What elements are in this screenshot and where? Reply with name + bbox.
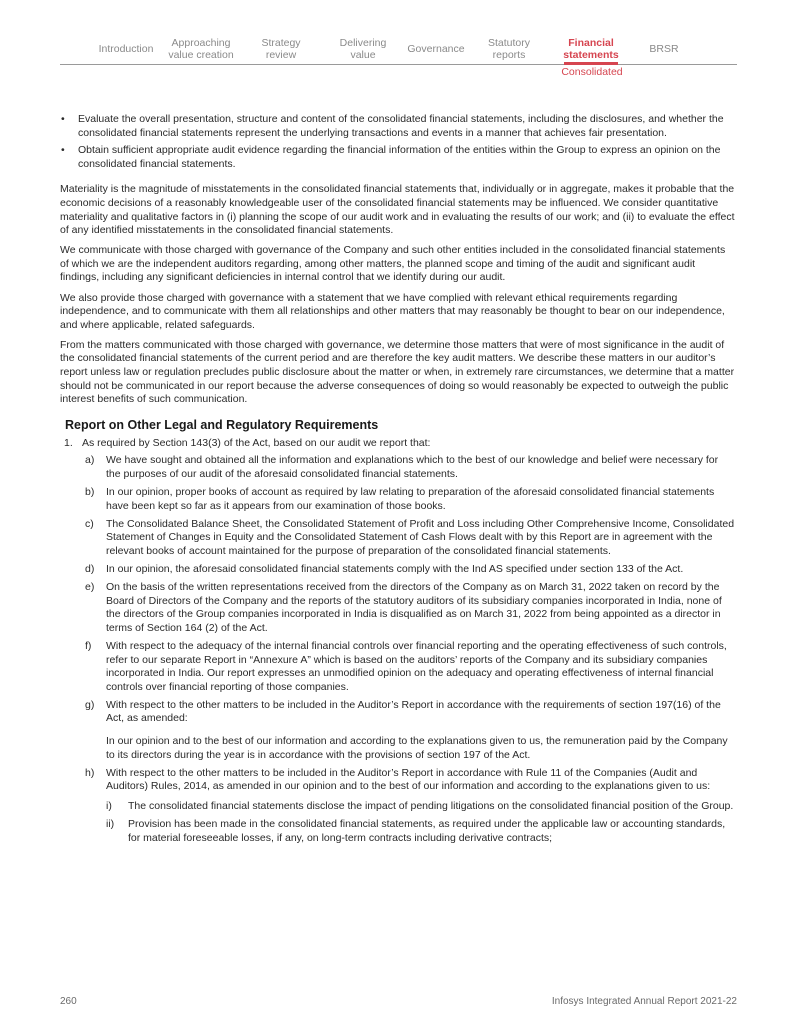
sub-item-text: With respect to the other matters to be included in the Auditor’s Report in accordance with Rule 11 of the Companies (Audit and Auditors) Rules, 2014, as amended in our opinion and to the best of our information and according to the explanations given to us: — [106, 766, 711, 793]
roman-item-text: Provision has been made in the consolidated financial statements, as required under the applicable law or accounting standards, for material foreseeable losses, if any, on long-term contracts including derivative contracts; — [128, 818, 726, 844]
top-navigation — [60, 36, 737, 65]
sub-item-marker: g) — [85, 698, 95, 711]
sub-item — [60, 640, 735, 694]
sub-item-marker: e) — [85, 581, 95, 594]
nav-subtab-consolidated[interactable]: Consolidated — [561, 66, 623, 78]
sub-item — [60, 563, 735, 577]
sub-item-marker: c) — [85, 517, 94, 530]
roman-list — [106, 800, 735, 845]
nav-tab-approaching-value-creation[interactable]: Approaching value creation — [168, 37, 234, 61]
sub-item-followup-text: In our opinion and to the best of our information and according to the explanations given to us, the remuneration paid by the Company to its directors during the year is in accordance with the provisions of section 197 of the Act. — [106, 735, 728, 761]
roman-item-text: The consolidated financial statements disclose the impact of pending litigations on the consolidated financial position of the Group. — [128, 799, 734, 812]
document-body — [60, 113, 735, 850]
sub-item — [60, 486, 735, 513]
paragraph-independence: We also provide those charged with governance with a statement that we have complied with relevant ethical requirements regarding independence, and to communicate with them all relationships and other matters that may reasonably be thought to bear on our independence, and where applicable, related safeguards. — [60, 291, 725, 331]
nav-tab-financial-statements[interactable]: Financial statements — [563, 37, 619, 61]
roman-item — [106, 818, 735, 845]
sub-item-marker: h) — [85, 766, 95, 779]
bullet-item: • Obtain sufficient appropriate audit evidence regarding the financial information of the entities within the Group to express an opinion on the consolidated financial statements. — [60, 144, 735, 171]
paragraph-materiality: Materiality is the magnitude of misstatements in the consolidated financial statements that, individually or in aggregate, makes it probable that the economic decisions of a reasonably knowledgeable user of the consolidated financial statements may be influenced. We consider quantitative materiality and qualitative factors in (i) planning the scope of our audit work and in evaluating the results of our work; and (ii) to evaluate the effect of any identified misstatements in the consolidated financial statements. — [60, 183, 735, 237]
roman-marker: i) — [106, 799, 112, 812]
nav-tab-brsr[interactable]: BRSR — [649, 43, 679, 55]
numbered-item — [60, 437, 735, 451]
nav-tab-delivering-value[interactable]: Delivering value — [339, 37, 387, 61]
paragraph-communication: We communicate with those charged with governance of the Company and such other entities included in the consolidated financial statements of which we are the independent auditors regarding, among other matters, the planned scope and timing of the audit and significant audit findings, including any significant deficiencies in internal control that we identify during our audit. — [60, 244, 726, 284]
sub-item — [60, 699, 735, 762]
bullet-list — [60, 113, 735, 171]
roman-marker: ii) — [106, 818, 115, 831]
sub-item — [60, 767, 735, 845]
paragraph-key-audit-matters: From the matters communicated with those charged with governance, we determine those matters that were of most significance in the audit of the consolidated financial statements of the current period and are therefore the key audit matters. We describe these matters in our auditor’s report unless law or regulation precludes public disclosure about the matter or when, in extremely rare circumstances, we determine that a matter should not be communicated in our report because the adverse consequences of doing so would reasonably be expected to outweigh the public interest benefits of such communication. — [60, 338, 735, 406]
sub-item-text: With respect to the adequacy of the internal financial controls over financial reporting and the operating effectiveness of such controls, refer to our separate Report in “Annexure A” which is based on the auditors’ reports of the Company and its subsidiary companies incorporated in India. Our report expresses an unmodified opinion on the adequacy and operating effectiveness of internal financial controls over financial reporting of those companies. — [106, 640, 727, 693]
sub-item — [60, 581, 735, 635]
sub-item-text: We have sought and obtained all the information and explanations which to the best of our knowledge and belief were necessary for the purposes of our audit of the aforesaid consolidated financial statements. — [106, 454, 719, 480]
sub-item-text: The Consolidated Balance Sheet, the Consolidated Statement of Profit and Loss including Other Comprehensive Income, Consolidated Statement of Changes in Equity and the Consolidated Statement of Cash Flows dealt with by this Report are in agreement with the relevant books of account maintained for the purpose of preparation of the consolidated financial statements. — [106, 517, 735, 557]
roman-item — [106, 800, 735, 814]
bullet-item: • Evaluate the overall presentation, structure and content of the consolidated financial statements, including the disclosures, and whether the consolidated financial statements represent the underlying transactions and events in a manner that achieves fair presentation. — [60, 113, 735, 140]
sub-item-marker: d) — [85, 563, 95, 576]
nav-tab-statutory-reports[interactable]: Statutory reports — [487, 37, 531, 61]
sub-item-text: With respect to the other matters to be included in the Auditor’s Report in accordance with the requirements of section 197(16) of the Act, as amended: — [106, 698, 721, 725]
item-text: As required by Section 143(3) of the Act, based on our audit we report that: — [82, 436, 431, 449]
sub-item-list — [60, 454, 735, 845]
report-title: Infosys Integrated Annual Report 2021-22 — [551, 996, 737, 1007]
sub-item — [60, 518, 735, 559]
sub-item-marker: b) — [85, 486, 95, 499]
sub-item-text: In our opinion, the aforesaid consolidated financial statements comply with the Ind AS specified under section 133 of the Act. — [106, 563, 684, 576]
sub-item-marker: a) — [85, 454, 95, 467]
nav-tab-strategy-review[interactable]: Strategy review — [261, 37, 301, 61]
section-heading: Report on Other Legal and Regulatory Requirements — [65, 417, 379, 432]
nav-tab-introduction[interactable]: Introduction — [98, 43, 154, 55]
nav-tab-governance[interactable]: Governance — [407, 43, 465, 55]
sub-item-text: In our opinion, proper books of account as required by law relating to preparation of the aforesaid consolidated financial statements have been kept so far as it appears from our examination of those books. — [106, 486, 715, 512]
sub-item-text: On the basis of the written representations received from the directors of the Company as on March 31, 2022 taken on record by the Board of Directors of the Company and the reports of the statutory auditors of its subsidiary companies incorporated in India, none of the directors of the Group companies incorporated in India is disqualified as on March 31, 2022 from being appointed as a director in terms of Section 164 (2) of the Act. — [106, 581, 722, 634]
page-number: 260 — [60, 996, 77, 1007]
sub-item-marker: f) — [85, 640, 92, 652]
item-marker: 1. — [64, 436, 73, 449]
sub-item — [60, 454, 735, 481]
